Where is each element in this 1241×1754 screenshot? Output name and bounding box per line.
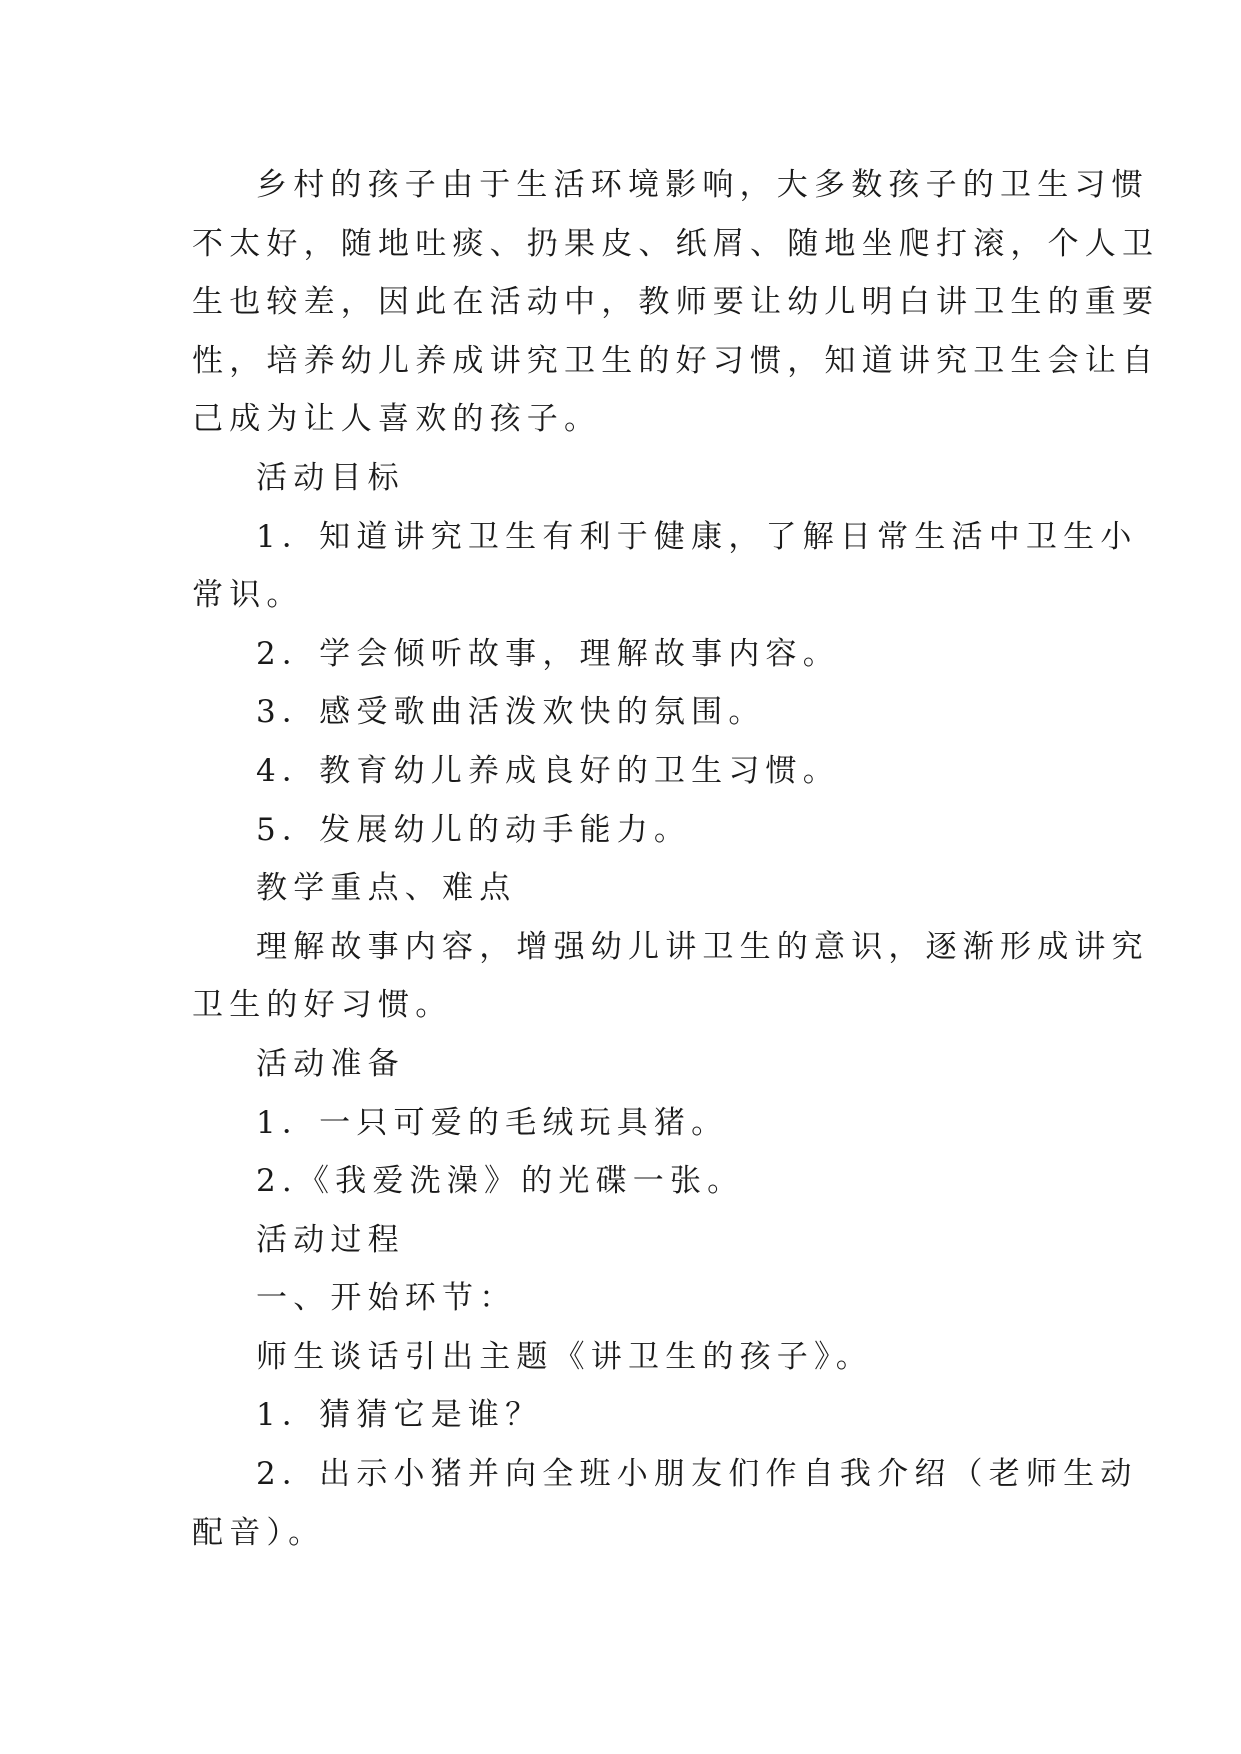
section-heading-preparation: 活动准备 xyxy=(256,1045,405,1082)
process-item-2-line-2: 配音）。 xyxy=(192,1514,326,1551)
preparation-item-1: 1．一只可爱的毛绒玩具猪。 xyxy=(256,1104,729,1141)
paragraph-intro-line-3: 生也较差，因此在活动中，教师要让幼儿明白讲卫生的重要 xyxy=(192,284,1160,321)
goal-item-5: 5．发展幼儿的动手能力。 xyxy=(256,811,692,848)
paragraph-intro-line-2: 不太好，随地吐痰、扔果皮、纸屑、随地坐爬打滚，个人卫 xyxy=(192,225,1160,262)
process-item-1: 1．猜猜它是谁？ xyxy=(256,1397,543,1434)
goal-item-3: 3．感受歌曲活泼欢快的氛围。 xyxy=(256,694,766,731)
process-intro: 师生谈话引出主题《讲卫生的孩子》。 xyxy=(256,1338,873,1375)
section-heading-key-points: 教学重点、难点 xyxy=(256,870,517,907)
paragraph-intro-line-1: 乡村的孩子由于生活环境影响，大多数孩子的卫生习惯 xyxy=(256,167,1149,203)
goal-item-1-line-2: 常识。 xyxy=(192,577,304,614)
goal-item-2: 2．学会倾听故事，理解故事内容。 xyxy=(256,635,840,672)
process-item-2-line-1: 2．出示小猪并向全班小朋友们作自我介绍（老师生动 xyxy=(256,1456,1138,1493)
key-points-line-1: 理解故事内容，增强幼儿讲卫生的意识，逐渐形成讲究 xyxy=(256,928,1149,965)
preparation-item-2: 2.《我爱洗澡》的光碟一张。 xyxy=(256,1163,745,1200)
section-heading-goals: 活动目标 xyxy=(256,459,405,496)
paragraph-intro-line-5: 己成为让人喜欢的孩子。 xyxy=(192,401,602,438)
goal-item-4: 4．教育幼儿养成良好的卫生习惯。 xyxy=(256,752,840,789)
section-heading-process: 活动过程 xyxy=(256,1221,405,1258)
goal-item-1-line-1: 1．知道讲究卫生有利于健康，了解日常生活中卫生小 xyxy=(256,518,1138,555)
paragraph-intro-line-4: 性，培养幼儿养成讲究卫生的好习惯，知道讲究卫生会让自 xyxy=(192,342,1160,379)
key-points-line-2: 卫生的好习惯。 xyxy=(192,987,453,1024)
document-body xyxy=(192,156,1160,1562)
process-step-heading: 一、开始环节： xyxy=(256,1280,517,1317)
